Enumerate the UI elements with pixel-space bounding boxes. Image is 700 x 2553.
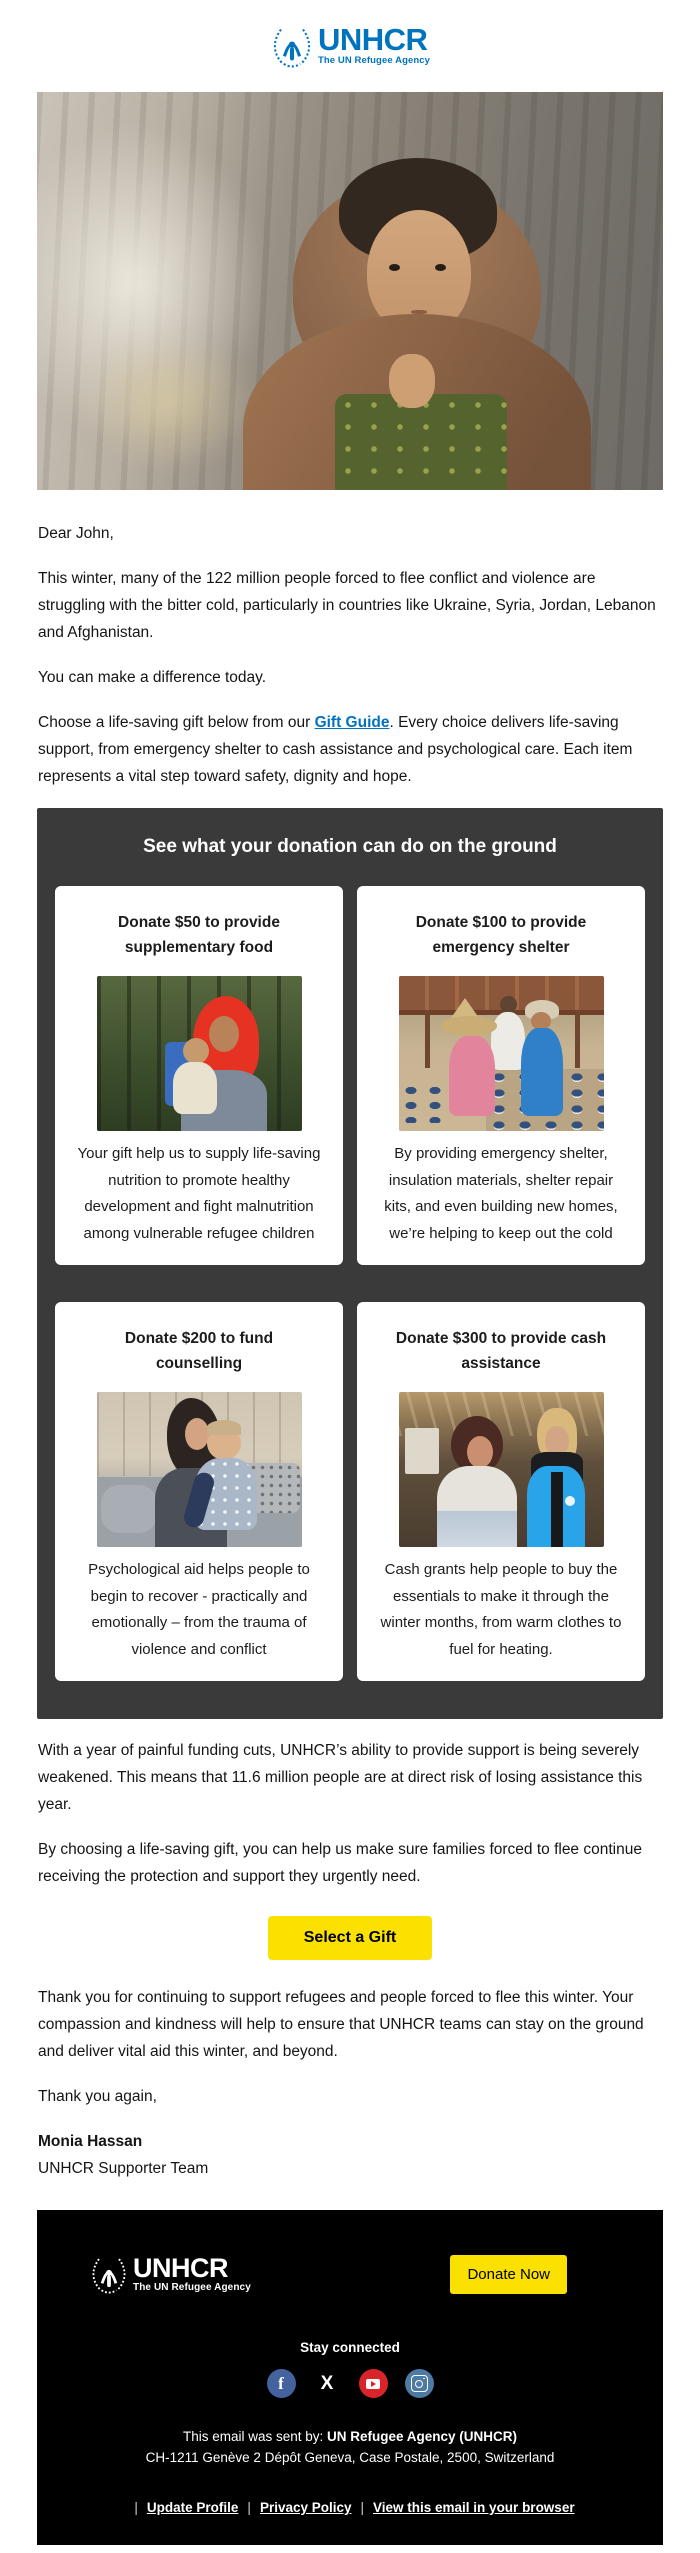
gift-card-title: Donate $300 to provide cash assistance <box>395 1330 607 1372</box>
unhcr-emblem-icon <box>270 24 314 68</box>
hero-photo <box>37 92 663 490</box>
gift-card-title: Donate $50 to provide supplementary food <box>118 914 280 956</box>
gift-cards-grid <box>37 862 663 1681</box>
mother-hugging-boy-photo <box>97 1392 302 1547</box>
paragraph-choosing: By choosing a life-saving gift, you can help us make sure families forced to flee continue receiving the protection and support they urgently need. <box>38 1841 642 1885</box>
link-separator: | <box>134 2500 138 2515</box>
donate-now-button[interactable]: Donate Now <box>450 2255 567 2294</box>
gift-section <box>37 808 663 1719</box>
unhcr-footer-logo <box>89 2254 251 2294</box>
sent-by-prefix: This email was sent by: <box>182 2429 328 2444</box>
gift-card-title: Donate $200 to fund counselling <box>124 1330 274 1372</box>
unhcr-tagline: The UN Refugee Agency <box>317 55 431 66</box>
paragraph-thanks-again: Thank you again, <box>38 2088 157 2105</box>
x-icon[interactable]: X <box>320 2372 334 2394</box>
gift-card-body: Psychological aid helps people to begin to recover - practically and emotionally – from the trauma of violence and conflict <box>88 1561 310 1658</box>
signature-team: UNHCR Supporter Team <box>38 2160 209 2177</box>
unhcr-footer-logo-text <box>133 2252 251 2293</box>
gift-guide-link[interactable]: Gift Guide <box>314 714 390 731</box>
footer-fineprint <box>37 2426 663 2468</box>
gift-card-emergency-shelter <box>357 886 645 1265</box>
thanks-copy <box>0 1984 700 2182</box>
closing-copy <box>0 1737 700 1890</box>
footer-address: CH-1211 Genève 2 Dépôt Geneva, Case Postale, 2500, Switzerland <box>145 2450 555 2465</box>
unhcr-wordmark: UNHCR <box>317 22 428 57</box>
unhcr-wordmark: UNHCR <box>133 2252 228 2283</box>
gift-card-body: Cash grants help people to buy the essentials to make it through the winter months, from warm clothes to fuel for heating. <box>380 1561 622 1658</box>
email-footer <box>37 2210 663 2545</box>
gift-section-title: See what your donation can do on the ground <box>143 836 557 857</box>
paragraph-winter: This winter, many of the 122 million people forced to flee conflict and violence are struggling with the bitter cold, particularly in countries like Ukraine, Syria, Jordan, Lebanon and Afghanistan. <box>38 570 656 641</box>
unhcr-tagline: The UN Refugee Agency <box>133 2281 251 2293</box>
paragraph-funding: With a year of painful funding cuts, UNHCR’s ability to provide support is being severely weakened. This means that 11.6 million people are at direct risk of losing assistance this year. <box>38 1742 643 1813</box>
select-gift-button[interactable]: Select a Gift <box>268 1916 432 1960</box>
cta-wrap <box>0 1916 700 1960</box>
gift-card-cash-assistance <box>357 1302 645 1681</box>
link-separator: | <box>247 2500 251 2515</box>
sent-by-org: UN Refugee Agency (UNHCR) <box>327 2429 518 2444</box>
youtube-icon[interactable] <box>359 2369 388 2398</box>
unhcr-logo-text <box>317 22 431 66</box>
paragraph-thanks: Thank you for continuing to support refugees and people forced to flee this winter. Your compassion and kindness will help to ensure that UNHCR teams can stay on the ground and deliver vital aid this winter, and beyond. <box>38 1989 644 2060</box>
gift-card-counselling <box>55 1302 343 1681</box>
relief-distribution-photo <box>399 976 604 1131</box>
paragraph-difference: You can make a difference today. <box>38 669 267 686</box>
update-profile-link[interactable]: Update Profile <box>146 2500 239 2515</box>
gift-card-body: By providing emergency shelter, insulation materials, shelter repair kits, and even building new homes, we’re helping to keep out the cold <box>384 1145 618 1242</box>
gift-card-body: Your gift help us to supply life-saving nutrition to promote healthy development and fight malnutrition among vulnerable refugee children <box>77 1145 321 1242</box>
social-icons-row <box>37 2369 663 2398</box>
paragraph-choose <box>38 709 662 790</box>
signature-name: Monia Hassan <box>38 2133 143 2150</box>
paragraph-choose-after: . Every choice delivers life-saving support, from emergency shelter to cash assistance and psychological care. Each item represents a vital step toward safety, dignity and hope. <box>38 714 633 785</box>
unhcr-emblem-icon <box>89 2254 129 2294</box>
intro-copy <box>0 520 700 790</box>
gift-card-title: Donate $100 to provide emergency shelter <box>415 914 587 956</box>
unhcr-staff-visit-photo <box>399 1392 604 1547</box>
stay-connected-label: Stay connected <box>300 2340 400 2355</box>
email-header <box>0 0 700 92</box>
mother-and-child-photo <box>97 976 302 1131</box>
facebook-icon[interactable]: f <box>267 2369 296 2398</box>
unhcr-logo <box>270 24 430 68</box>
greeting: Dear John, <box>38 525 114 542</box>
footer-links-row <box>37 2500 663 2515</box>
instagram-icon[interactable] <box>405 2369 434 2398</box>
paragraph-choose-before: Choose a life-saving gift below from our <box>38 714 315 731</box>
footer-top-row <box>37 2254 663 2294</box>
privacy-policy-link[interactable]: Privacy Policy <box>259 2500 352 2515</box>
view-in-browser-link[interactable]: View this email in your browser <box>373 2500 575 2515</box>
link-separator: | <box>360 2500 365 2515</box>
gift-card-supplementary-food <box>55 886 343 1265</box>
